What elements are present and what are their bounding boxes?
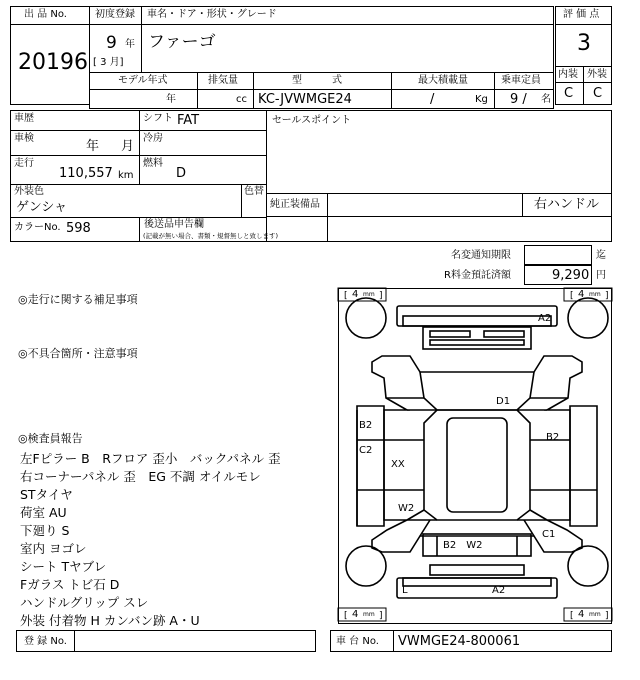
svg-text:]: ] bbox=[379, 291, 383, 301]
damage-mark-b2-right: B2 bbox=[546, 432, 560, 443]
lot-number-label: 出 品 No. bbox=[24, 9, 67, 20]
tire-depth-fl-unit: mm bbox=[363, 611, 375, 618]
tire-depth-fr: 4 bbox=[578, 609, 585, 620]
svg-text:[: [ bbox=[570, 611, 574, 621]
tire-depth-rr-unit: mm bbox=[589, 291, 601, 298]
tire-depth-rear-left: [ bbox=[344, 291, 348, 301]
report-line: 室内 ヨゴレ bbox=[20, 541, 87, 556]
damage-mark-b2-left: B2 bbox=[359, 420, 373, 431]
year-unit: 年 bbox=[125, 39, 135, 50]
capacity-label: 乗車定員 bbox=[501, 75, 541, 86]
color-number-label: カラーNo. bbox=[14, 222, 61, 233]
inspection-month-unit: 月 bbox=[121, 139, 135, 154]
tire-depth-rl-unit: mm bbox=[363, 291, 375, 298]
color-change-label: 色替 bbox=[244, 186, 264, 197]
ac-label: 冷房 bbox=[143, 133, 163, 144]
registration-number-label: 登 録 No. bbox=[24, 636, 67, 647]
chassis-number-label: 車 台 No. bbox=[336, 636, 379, 647]
name-change-deadline-label: 名変通知期限 bbox=[451, 250, 511, 261]
tire-depth-fr-unit: mm bbox=[589, 611, 601, 618]
capacity-unit: 名 bbox=[541, 94, 551, 105]
grade-label: 評 価 点 bbox=[563, 9, 600, 20]
chassis-number: VWMGE24-800061 bbox=[398, 634, 521, 649]
max-load: / bbox=[430, 92, 435, 107]
damage-mark-c1: C1 bbox=[542, 529, 556, 540]
vehicle-damage-diagram bbox=[338, 288, 612, 624]
svg-text:[: [ bbox=[344, 611, 348, 621]
defects-notes-title: ◎不具合箇所・注意事項 bbox=[18, 347, 138, 360]
damage-mark-c2: C2 bbox=[359, 445, 373, 456]
report-line: 外装 付着物 H カンバン跡 A・U bbox=[20, 613, 200, 628]
driving-notes-title: ◎走行に関する補足事項 bbox=[18, 293, 138, 306]
damage-mark-b2-w2: B2 W2 bbox=[443, 540, 483, 551]
report-line: Fガラス トビ石 D bbox=[20, 577, 120, 592]
first-registration-year: 9 bbox=[106, 33, 117, 53]
exterior-color-label: 外装色 bbox=[14, 186, 44, 197]
deadline-unit: 迄 bbox=[596, 250, 606, 261]
fuel-label: 燃料 bbox=[143, 158, 163, 169]
color-number: 598 bbox=[66, 221, 91, 236]
damage-mark-xx: XX bbox=[391, 459, 405, 470]
shift-label: シフト bbox=[143, 113, 173, 124]
mileage-label: 走行 bbox=[14, 158, 34, 169]
first-registration-label: 初度登録 bbox=[95, 9, 135, 20]
damage-mark-a2-rear: A2 bbox=[538, 313, 552, 324]
inspector-report-title: ◎検査員報告 bbox=[18, 432, 83, 445]
history-label: 車歴 bbox=[14, 113, 34, 124]
svg-text:[: [ bbox=[570, 291, 574, 301]
fuel-value: D bbox=[176, 166, 187, 181]
recycle-fee-label: R料金預託済額 bbox=[444, 270, 511, 281]
recycle-fee-unit: 円 bbox=[596, 270, 606, 281]
inspection-year-unit: 年 bbox=[86, 139, 100, 154]
tire-depth-rl: 4 bbox=[352, 289, 359, 300]
report-line: シート Tヤブレ bbox=[20, 559, 107, 574]
name-change-deadline-field bbox=[524, 245, 592, 265]
svg-text:]: ] bbox=[379, 611, 383, 621]
exterior-grade: C bbox=[593, 86, 603, 101]
vehicle-name: ファーゴ bbox=[148, 32, 216, 52]
max-load-unit: Kg bbox=[475, 94, 488, 105]
svg-text:]: ] bbox=[605, 611, 609, 621]
after-docs-label: 後送品申告欄 bbox=[144, 219, 204, 230]
capacity: 9 / bbox=[510, 92, 527, 107]
after-docs-note: (記載が無い場合、書類・規督無しと致します) bbox=[143, 232, 279, 240]
damage-mark-w2: W2 bbox=[398, 503, 415, 514]
damage-mark-d1: D1 bbox=[496, 396, 511, 407]
exterior-label: 外装 bbox=[587, 69, 607, 80]
sales-point-label: セールスポイント bbox=[272, 115, 352, 126]
model-year-unit: 年 bbox=[166, 94, 176, 105]
tire-depth-fl: 4 bbox=[352, 609, 359, 620]
report-line: STタイヤ bbox=[20, 487, 73, 502]
mileage-value: 110,557 bbox=[59, 166, 113, 181]
report-line: 荷室 AU bbox=[20, 505, 67, 520]
interior-grade: C bbox=[564, 86, 574, 101]
recycle-fee-amount: 9,290 bbox=[552, 268, 590, 283]
displacement-unit: cc bbox=[236, 94, 247, 105]
report-line: 右コーナーパネル 歪 EG 不調 オイルモレ bbox=[20, 469, 261, 484]
shift-value: FAT bbox=[177, 113, 200, 128]
first-registration-month: [ 3 月] bbox=[93, 57, 124, 68]
report-line: 左Fピラー B Rフロア 歪小 バックパネル 歪 bbox=[20, 451, 281, 466]
lot-number: 20196 bbox=[18, 50, 88, 75]
tire-depth-rr: 4 bbox=[578, 289, 585, 300]
svg-text:]: ] bbox=[605, 291, 609, 301]
damage-mark-a2-front: A2 bbox=[492, 585, 506, 596]
steering-side: 右ハンドル bbox=[534, 197, 600, 212]
damage-mark-l: L bbox=[402, 585, 408, 596]
inspection-label: 車検 bbox=[14, 133, 34, 144]
overall-grade: 3 bbox=[577, 31, 591, 56]
report-line: ハンドルグリップ スレ bbox=[20, 595, 149, 610]
mileage-unit: km bbox=[118, 170, 134, 181]
genuine-equipment-label: 純正装備品 bbox=[270, 199, 320, 210]
interior-label: 内装 bbox=[558, 69, 578, 80]
model-year-label: モデル年式 bbox=[118, 75, 168, 86]
report-line: 下廻り S bbox=[20, 523, 70, 538]
model-code-label: 型 式 bbox=[292, 75, 342, 86]
model-code: KC-JVWMGE24 bbox=[258, 92, 352, 107]
max-load-label: 最大積載量 bbox=[418, 75, 468, 86]
exterior-color: ゲンシャ bbox=[16, 200, 68, 215]
displacement-label: 排気量 bbox=[208, 75, 238, 86]
vehicle-name-label: 車名・ドア・形状・グレード bbox=[147, 9, 277, 20]
